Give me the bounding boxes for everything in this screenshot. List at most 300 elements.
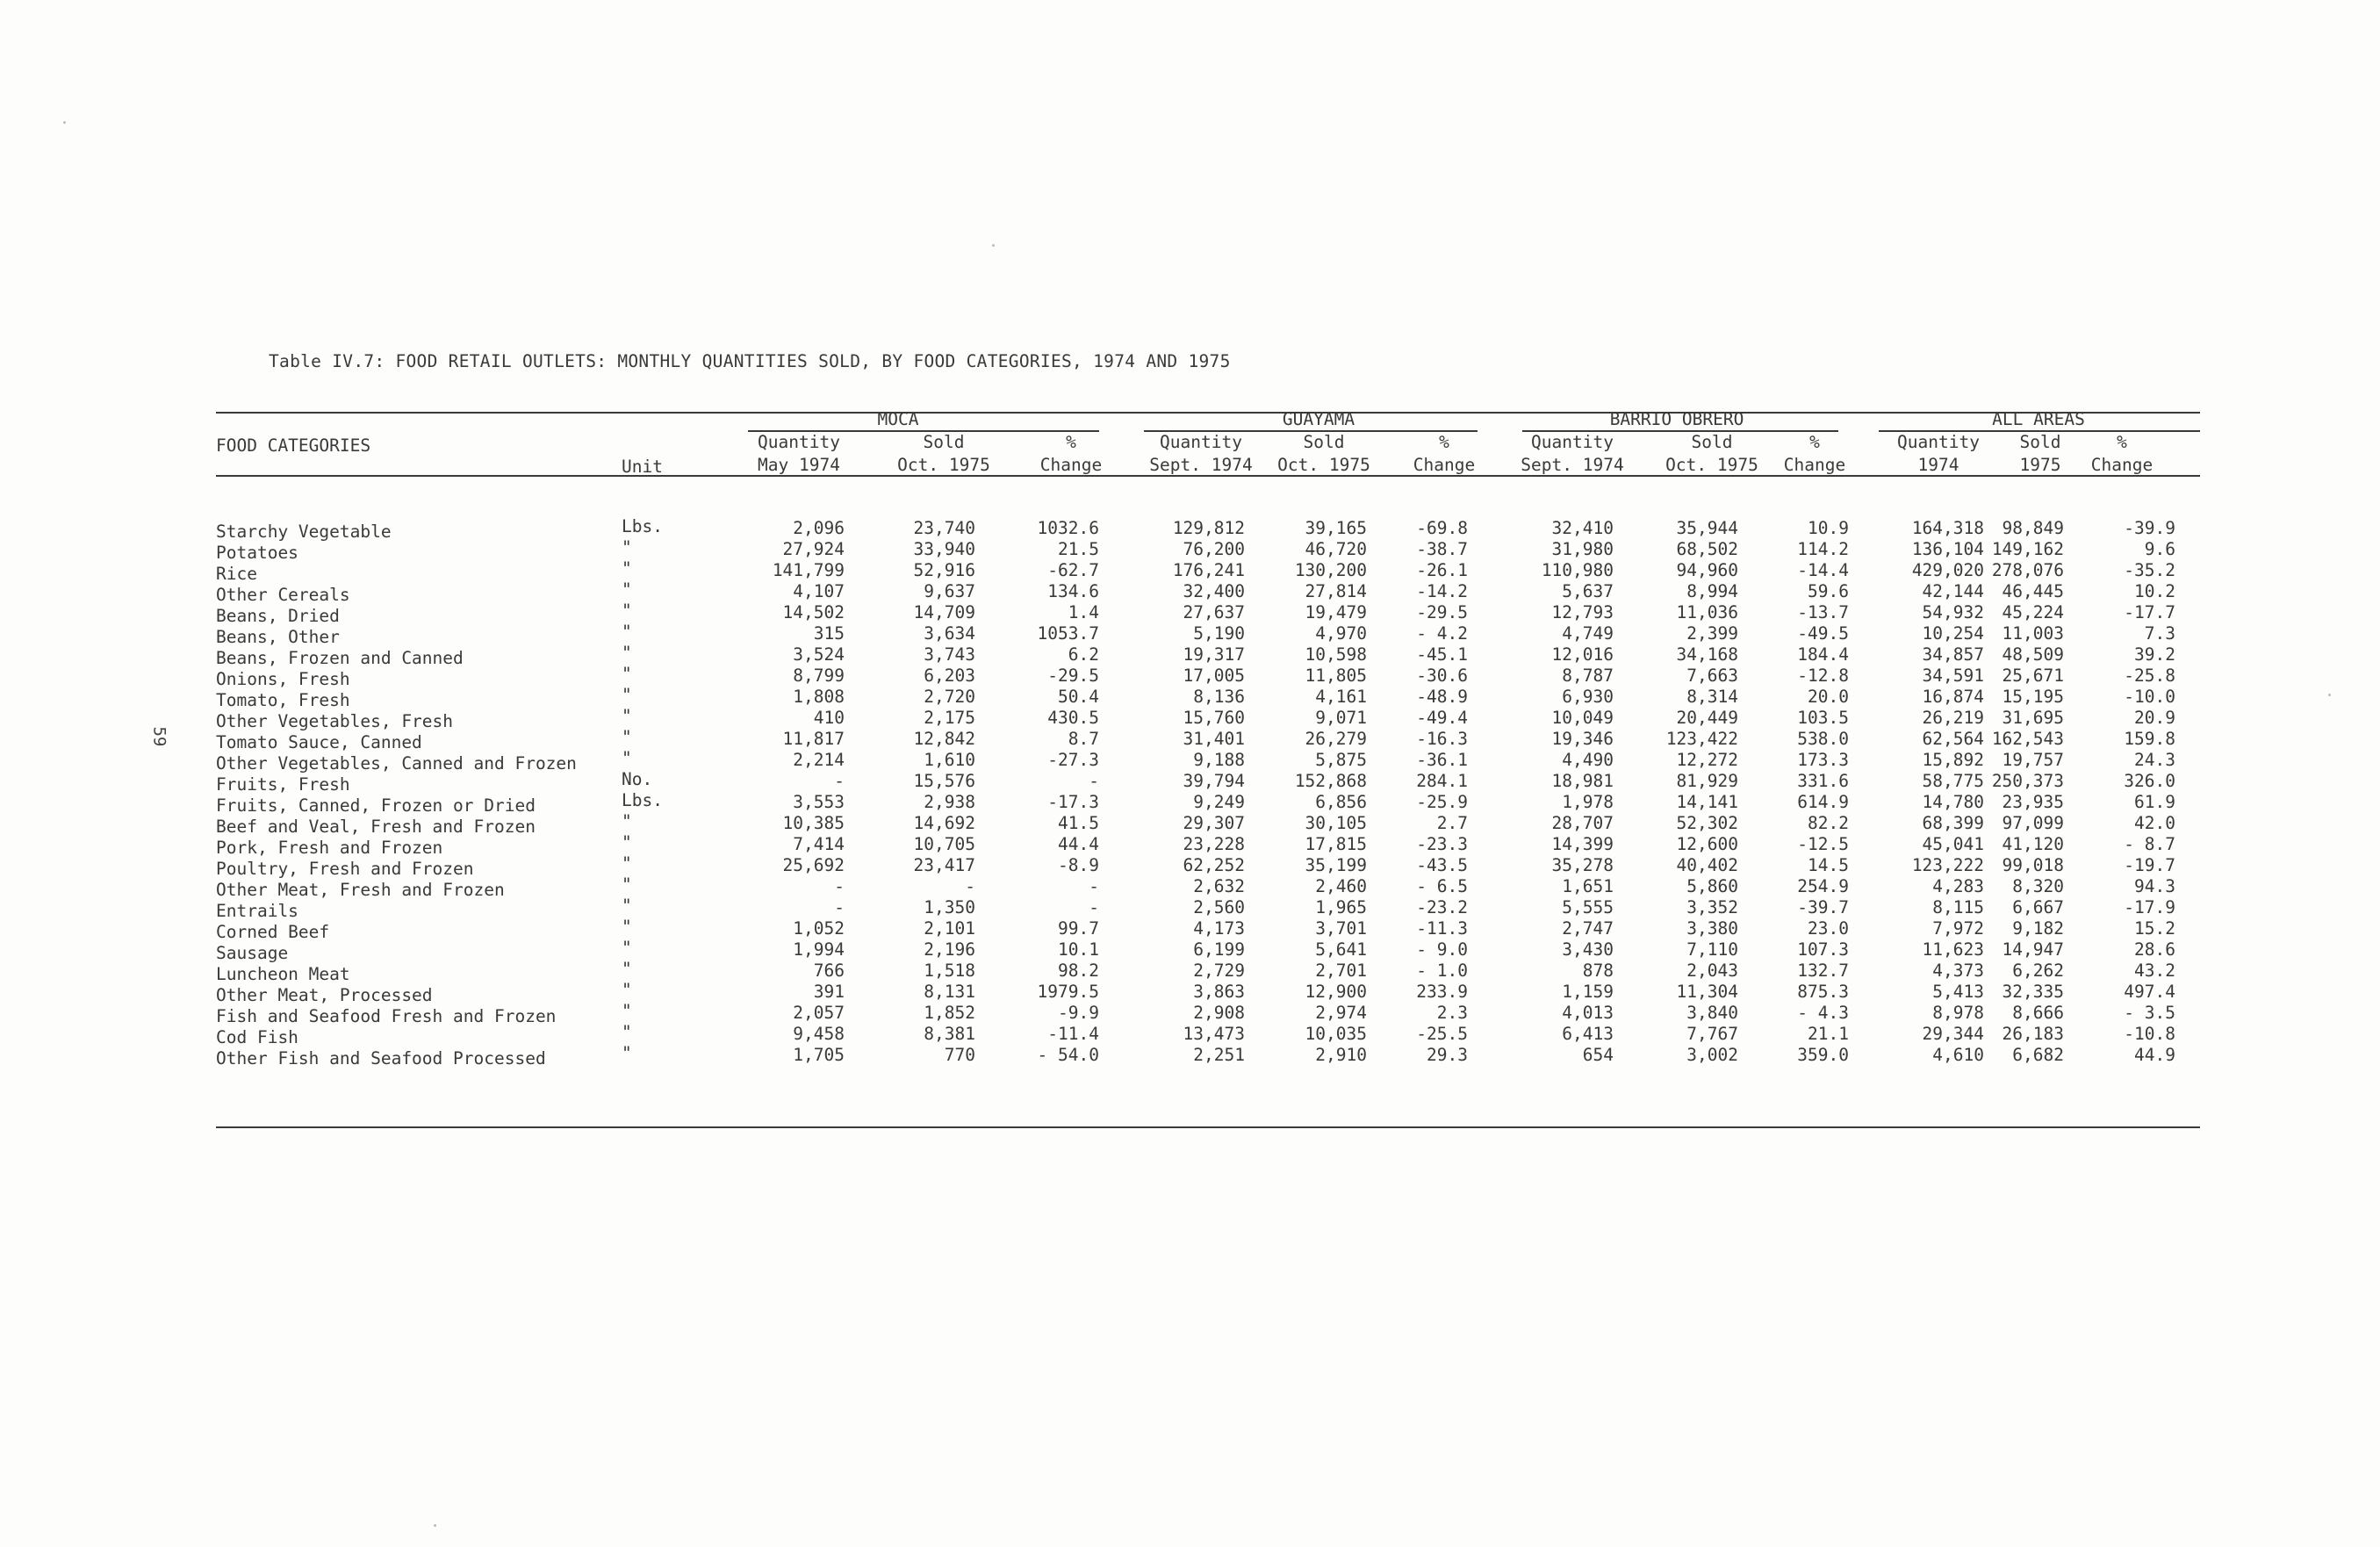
table-cell: 12,016 xyxy=(1551,644,1614,665)
table-cell: 2.3 xyxy=(1436,1003,1468,1023)
table-cell: 45,224 xyxy=(2002,602,2064,622)
table-cell: 4,373 xyxy=(1932,961,1984,981)
table-cell: 6,682 xyxy=(2012,1045,2064,1065)
table-cell: 134.6 xyxy=(1047,581,1099,601)
row-category: Starchy Vegetable xyxy=(216,522,392,542)
table-cell: -35.2 xyxy=(2124,560,2175,580)
column-header-line1: Sold xyxy=(923,432,965,452)
table-cell: 3,863 xyxy=(1193,982,1245,1002)
table-cell: 62,252 xyxy=(1183,855,1245,875)
row-category: Other Fish and Seafood Processed xyxy=(216,1048,546,1069)
table-cell: -26.1 xyxy=(1416,560,1468,580)
table-cell: 4,749 xyxy=(1562,623,1614,644)
table-cell: 1,994 xyxy=(793,939,845,960)
table-cell: 136,104 xyxy=(1911,539,1984,559)
table-cell: 9,071 xyxy=(1315,708,1367,728)
row-category: Other Vegetables, Fresh xyxy=(216,711,454,731)
table-cell: 98.2 xyxy=(1058,961,1099,981)
table-cell: - 1.0 xyxy=(1416,961,1468,981)
table-cell: 8,666 xyxy=(2012,1003,2064,1023)
table-cell: -49.4 xyxy=(1416,708,1468,728)
column-header-line2: 1975 xyxy=(2019,455,2061,475)
table-cell: -14.4 xyxy=(1797,560,1849,580)
table-cell: 8,136 xyxy=(1193,687,1245,707)
table-cell: -48.9 xyxy=(1416,687,1468,707)
table-cell: 184.4 xyxy=(1797,644,1849,665)
table-cell: 4,490 xyxy=(1562,750,1614,770)
table-cell: 94,960 xyxy=(1676,560,1738,580)
table-cell: 39.2 xyxy=(2134,644,2175,665)
row-category: Beef and Veal, Fresh and Frozen xyxy=(216,817,536,837)
table-cell: 24.3 xyxy=(2134,750,2175,770)
row-unit: " xyxy=(622,832,632,853)
table-cell: 29,344 xyxy=(1922,1024,1984,1044)
table-cell: 12,842 xyxy=(913,729,975,749)
row-unit: " xyxy=(622,917,632,937)
table-cell: - 3.5 xyxy=(2124,1003,2175,1023)
table-cell: 2,214 xyxy=(793,750,845,770)
table-cell: 875.3 xyxy=(1797,982,1849,1002)
table-cell: - xyxy=(1089,876,1099,896)
row-unit: " xyxy=(622,685,632,705)
table-cell: 7,110 xyxy=(1686,939,1738,960)
table-cell: 28.6 xyxy=(2134,939,2175,960)
column-header-line1: Quantity xyxy=(1531,432,1614,452)
table-cell: 34,168 xyxy=(1676,644,1738,665)
table-cell: 766 xyxy=(813,961,845,981)
table-cell: 10,705 xyxy=(913,834,975,854)
table-cell: 284.1 xyxy=(1416,771,1468,791)
table-cell: 17,815 xyxy=(1305,834,1367,854)
table-cell: 152,868 xyxy=(1294,771,1367,791)
table-cell: 1,651 xyxy=(1562,876,1614,896)
group-header: MOCA xyxy=(877,409,919,429)
table-cell: 81,929 xyxy=(1676,771,1738,791)
table-cell: 2,910 xyxy=(1315,1045,1367,1065)
table-cell: 254.9 xyxy=(1797,876,1849,896)
table-cell: 35,944 xyxy=(1676,518,1738,538)
table-cell: 2,560 xyxy=(1193,897,1245,917)
row-category: Beans, Other xyxy=(216,627,340,647)
table-cell: 11,304 xyxy=(1676,982,1738,1002)
row-unit: " xyxy=(622,622,632,642)
table-cell: 11,805 xyxy=(1305,666,1367,686)
table-cell: -43.5 xyxy=(1416,855,1468,875)
table-cell: 410 xyxy=(813,708,845,728)
table-cell: 614.9 xyxy=(1797,792,1849,812)
row-unit: " xyxy=(622,1001,632,1021)
table-cell: 99,018 xyxy=(2002,855,2064,875)
table-cell: 18,981 xyxy=(1551,771,1614,791)
table-cell: 129,812 xyxy=(1172,518,1245,538)
table-cell: 31,980 xyxy=(1551,539,1614,559)
table-cell: 5,637 xyxy=(1562,581,1614,601)
table-cell: 34,591 xyxy=(1922,666,1984,686)
row-category: Other Meat, Processed xyxy=(216,985,433,1005)
column-header-line2: Change xyxy=(1039,455,1103,475)
table-cell: 2,399 xyxy=(1686,623,1738,644)
table-cell: 50.4 xyxy=(1058,687,1099,707)
table-cell: 10,049 xyxy=(1551,708,1614,728)
table-cell: 5,555 xyxy=(1562,897,1614,917)
table-cell: 1.4 xyxy=(1068,602,1099,622)
column-header-line1: % xyxy=(2117,432,2127,452)
table-cell: 68,502 xyxy=(1676,539,1738,559)
column-header-line2: Oct. 1975 xyxy=(897,455,990,475)
table-cell: 14,780 xyxy=(1922,792,1984,812)
table-cell: 141,799 xyxy=(772,560,845,580)
row-category: Poultry, Fresh and Frozen xyxy=(216,859,474,879)
table-cell: -13.7 xyxy=(1797,602,1849,622)
table-cell: 2,974 xyxy=(1315,1003,1367,1023)
table-cell: -49.5 xyxy=(1797,623,1849,644)
table-cell: -17.9 xyxy=(2124,897,2175,917)
table-cell: 41,120 xyxy=(2002,834,2064,854)
table-cell: 1,852 xyxy=(924,1003,975,1023)
table-cell: 7,414 xyxy=(793,834,845,854)
table-cell: 48,509 xyxy=(2002,644,2064,665)
table-cell: 110,980 xyxy=(1541,560,1614,580)
table-cell: - 8.7 xyxy=(2124,834,2175,854)
table-cell: - 4.3 xyxy=(1797,1003,1849,1023)
column-header-line2: Sept. 1974 xyxy=(1149,455,1253,475)
column-header-line2: Oct. 1975 xyxy=(1277,455,1370,475)
table-cell: 46,445 xyxy=(2002,581,2064,601)
table-cell: -14.2 xyxy=(1416,581,1468,601)
table-cell: 9,249 xyxy=(1193,792,1245,812)
table-cell: 6,856 xyxy=(1315,792,1367,812)
row-unit: " xyxy=(622,537,632,558)
column-header-line1: Quantity xyxy=(1897,432,1980,452)
table-cell: 23,417 xyxy=(913,855,975,875)
table-cell: 2,729 xyxy=(1193,961,1245,981)
table-cell: 4,610 xyxy=(1932,1045,1984,1065)
row-unit: " xyxy=(622,811,632,831)
table-cell: 14.5 xyxy=(1808,855,1849,875)
row-category: Fish and Seafood Fresh and Frozen xyxy=(216,1006,557,1026)
table-cell: 15,760 xyxy=(1183,708,1245,728)
table-cell: 54,932 xyxy=(1922,602,1984,622)
table-cell: -25.9 xyxy=(1416,792,1468,812)
row-unit: Lbs. xyxy=(622,516,663,536)
column-header-line1: % xyxy=(1066,432,1076,452)
row-category: Tomato, Fresh xyxy=(216,690,350,710)
table-cell: 8,381 xyxy=(924,1024,975,1044)
table-cell: - 9.0 xyxy=(1416,939,1468,960)
table-cell: -19.7 xyxy=(2124,855,2175,875)
table-cell: 3,553 xyxy=(793,792,845,812)
table-cell: 31,695 xyxy=(2002,708,2064,728)
table-cell: 10.1 xyxy=(1058,939,1099,960)
table-cell: 76,200 xyxy=(1183,539,1245,559)
table-cell: 10,385 xyxy=(782,813,845,833)
table-cell: 10,598 xyxy=(1305,644,1367,665)
table-cell: 430.5 xyxy=(1047,708,1099,728)
group-header: BARRIO OBRERO xyxy=(1609,409,1744,429)
table-cell: 20.9 xyxy=(2134,708,2175,728)
table-cell: 123,222 xyxy=(1911,855,1984,875)
table-cell: -25.5 xyxy=(1416,1024,1468,1044)
table-cell: 14,709 xyxy=(913,602,975,622)
table-cell: 2,747 xyxy=(1562,918,1614,939)
row-unit: " xyxy=(622,1043,632,1063)
table-cell: 33,940 xyxy=(913,539,975,559)
table-cell: -39.7 xyxy=(1797,897,1849,917)
table-cell: 2,701 xyxy=(1315,961,1367,981)
table-cell: 9,458 xyxy=(793,1024,845,1044)
table-cell: - 6.5 xyxy=(1416,876,1468,896)
table-cell: -23.3 xyxy=(1416,834,1468,854)
row-category: Potatoes xyxy=(216,543,298,563)
table-cell: 164,318 xyxy=(1911,518,1984,538)
table-cell: 2,101 xyxy=(924,918,975,939)
table-cell: 173.3 xyxy=(1797,750,1849,770)
table-cell: 1,518 xyxy=(924,961,975,981)
table-cell: 497.4 xyxy=(2124,982,2175,1002)
table-cell: 11,817 xyxy=(782,729,845,749)
table-cell: - xyxy=(834,897,845,917)
table-cell: 4,970 xyxy=(1315,623,1367,644)
table-cell: 35,278 xyxy=(1551,855,1614,875)
row-unit: " xyxy=(622,643,632,663)
row-unit: " xyxy=(622,874,632,895)
table-cell: 25,671 xyxy=(2002,666,2064,686)
table-cell: 15.2 xyxy=(2134,918,2175,939)
table-cell: - xyxy=(1089,897,1099,917)
table-cell: 278,076 xyxy=(1991,560,2064,580)
table-cell: 2,196 xyxy=(924,939,975,960)
row-category: Beans, Frozen and Canned xyxy=(216,648,464,668)
row-unit: " xyxy=(622,980,632,1000)
table-cell: 331.6 xyxy=(1797,771,1849,791)
table-cell: 3,380 xyxy=(1686,918,1738,939)
table-cell: 10,254 xyxy=(1922,623,1984,644)
column-header-line1: Sold xyxy=(2019,432,2061,452)
row-unit: Lbs. xyxy=(622,790,663,810)
table-cell: 2,096 xyxy=(793,518,845,538)
page-number: 59 xyxy=(149,726,169,747)
table-cell: 1,705 xyxy=(793,1045,845,1065)
table-cell: - 4.2 xyxy=(1416,623,1468,644)
table-cell: -25.8 xyxy=(2124,666,2175,686)
table-cell: 34,857 xyxy=(1922,644,1984,665)
scan-speck xyxy=(63,121,66,124)
table-cell: 2,460 xyxy=(1315,876,1367,896)
row-unit: No. xyxy=(622,769,653,789)
table-cell: 9,182 xyxy=(2012,918,2064,939)
table-cell: 159.8 xyxy=(2124,729,2175,749)
column-header-line2: Sept. 1974 xyxy=(1521,455,1624,475)
table-cell: -16.3 xyxy=(1416,729,1468,749)
column-header-line1: % xyxy=(1809,432,1820,452)
table-cell: 2,057 xyxy=(793,1003,845,1023)
column-header-unit: Unit xyxy=(622,457,663,477)
table-cell: 359.0 xyxy=(1797,1045,1849,1065)
table-cell: -36.1 xyxy=(1416,750,1468,770)
table-cell: 23,740 xyxy=(913,518,975,538)
table-cell: 9.6 xyxy=(2144,539,2175,559)
column-header-line1: Quantity xyxy=(1160,432,1242,452)
table-cell: 13,473 xyxy=(1183,1024,1245,1044)
table-cell: - xyxy=(1089,771,1099,791)
row-category: Corned Beef xyxy=(216,922,330,942)
table-cell: 23.0 xyxy=(1808,918,1849,939)
table-cell: 8,115 xyxy=(1932,897,1984,917)
column-header-line1: Sold xyxy=(1691,432,1733,452)
table-cell: 35,199 xyxy=(1305,855,1367,875)
table-cell: 770 xyxy=(944,1045,975,1065)
table-cell: -45.1 xyxy=(1416,644,1468,665)
table-cell: 19,757 xyxy=(2002,750,2064,770)
table-cell: 4,173 xyxy=(1193,918,1245,939)
table-cell: -23.2 xyxy=(1416,897,1468,917)
table-cell: 61.9 xyxy=(2134,792,2175,812)
table-cell: 15,195 xyxy=(2002,687,2064,707)
table-cell: 59.6 xyxy=(1808,581,1849,601)
row-unit: " xyxy=(622,853,632,874)
table-cell: 62,564 xyxy=(1922,729,1984,749)
table-cell: -69.8 xyxy=(1416,518,1468,538)
table-cell: -17.7 xyxy=(2124,602,2175,622)
table-cell: 5,190 xyxy=(1193,623,1245,644)
row-unit: " xyxy=(622,558,632,579)
table-cell: 429,020 xyxy=(1911,560,1984,580)
table-cell: 654 xyxy=(1582,1045,1614,1065)
table-cell: -9.9 xyxy=(1058,1003,1099,1023)
table-cell: 42,144 xyxy=(1922,581,1984,601)
table-cell: 11,003 xyxy=(2002,623,2064,644)
table-cell: 27,924 xyxy=(782,539,845,559)
table-cell: 538.0 xyxy=(1797,729,1849,749)
row-unit: " xyxy=(622,938,632,958)
table-cell: 41.5 xyxy=(1058,813,1099,833)
table-cell: 15,892 xyxy=(1922,750,1984,770)
table-cell: -39.9 xyxy=(2124,518,2175,538)
table-cell: 10.2 xyxy=(2134,581,2175,601)
table-cell: 21.5 xyxy=(1058,539,1099,559)
table-cell: 14,947 xyxy=(2002,939,2064,960)
column-header-line1: Quantity xyxy=(758,432,840,452)
table-cell: 7,972 xyxy=(1932,918,1984,939)
row-category: Tomato Sauce, Canned xyxy=(216,732,422,752)
table-cell: 45,041 xyxy=(1922,834,1984,854)
table-cell: 1032.6 xyxy=(1037,518,1099,538)
table-cell: 8,799 xyxy=(793,666,845,686)
table-cell: -29.5 xyxy=(1047,666,1099,686)
table-cell: 6,667 xyxy=(2012,897,2064,917)
column-header-line2: Change xyxy=(1413,455,1476,475)
table-cell: - xyxy=(834,876,845,896)
table-cell: 2,908 xyxy=(1193,1003,1245,1023)
table-cell: -29.5 xyxy=(1416,602,1468,622)
row-category: Sausage xyxy=(216,943,289,963)
bottom-rule xyxy=(216,1126,2200,1128)
table-cell: 6,262 xyxy=(2012,961,2064,981)
table-cell: -12.8 xyxy=(1797,666,1849,686)
table-cell: 23,935 xyxy=(2002,792,2064,812)
row-unit: " xyxy=(622,601,632,621)
row-category: Entrails xyxy=(216,901,298,921)
group-header: GUAYAMA xyxy=(1282,409,1355,429)
table-cell: 6.2 xyxy=(1068,644,1099,665)
table-cell: 97,099 xyxy=(2002,813,2064,833)
table-cell: 29,307 xyxy=(1183,813,1245,833)
table-cell: 16,874 xyxy=(1922,687,1984,707)
table-cell: 5,875 xyxy=(1315,750,1367,770)
table-cell: -12.5 xyxy=(1797,834,1849,854)
column-header-line2: Change xyxy=(2090,455,2154,475)
table-cell: 878 xyxy=(1582,961,1614,981)
table-cell: -11.3 xyxy=(1416,918,1468,939)
table-cell: 8,320 xyxy=(2012,876,2064,896)
table-cell: -27.3 xyxy=(1047,750,1099,770)
table-cell: 19,317 xyxy=(1183,644,1245,665)
table-cell: 12,793 xyxy=(1551,602,1614,622)
table-cell: 26,279 xyxy=(1305,729,1367,749)
table-cell: 39,165 xyxy=(1305,518,1367,538)
table-cell: 26,219 xyxy=(1922,708,1984,728)
table-cell: 1,808 xyxy=(793,687,845,707)
row-category: Other Vegetables, Canned and Frozen xyxy=(216,753,577,774)
group-header: ALL AREAS xyxy=(1992,409,2085,429)
table-cell: 58,775 xyxy=(1922,771,1984,791)
column-header-line2: May 1974 xyxy=(758,455,840,475)
table-cell: 12,900 xyxy=(1305,982,1367,1002)
table-cell: 2,043 xyxy=(1686,961,1738,981)
table-cell: 3,524 xyxy=(793,644,845,665)
table-cell: 8,994 xyxy=(1686,581,1738,601)
table-cell: 31,401 xyxy=(1183,729,1245,749)
table-cell: 14,692 xyxy=(913,813,975,833)
table-cell: 27,814 xyxy=(1305,581,1367,601)
table-cell: 98,849 xyxy=(2002,518,2064,538)
table-cell: 32,410 xyxy=(1551,518,1614,538)
table-cell: 2,251 xyxy=(1193,1045,1245,1065)
table-cell: 3,352 xyxy=(1686,897,1738,917)
table-cell: 2,632 xyxy=(1193,876,1245,896)
row-unit: " xyxy=(622,727,632,747)
table-cell: 19,346 xyxy=(1551,729,1614,749)
row-unit: " xyxy=(622,959,632,979)
row-category: Other Cereals xyxy=(216,585,350,605)
column-header-line2: Change xyxy=(1783,455,1846,475)
table-cell: 1053.7 xyxy=(1037,623,1099,644)
table-cell: -10.0 xyxy=(2124,687,2175,707)
table-cell: 20.0 xyxy=(1808,687,1849,707)
row-category: Cod Fish xyxy=(216,1027,298,1047)
table-cell: 26,183 xyxy=(2002,1024,2064,1044)
table-cell: 2,938 xyxy=(924,792,975,812)
table-cell: - xyxy=(834,771,845,791)
table-cell: 43.2 xyxy=(2134,961,2175,981)
table-cell: 8,314 xyxy=(1686,687,1738,707)
row-unit: " xyxy=(622,706,632,726)
table-cell: 233.9 xyxy=(1416,982,1468,1002)
table-cell: 7,767 xyxy=(1686,1024,1738,1044)
row-unit: " xyxy=(622,579,632,600)
table-cell: 6,930 xyxy=(1562,687,1614,707)
table-cell: 14,399 xyxy=(1551,834,1614,854)
table-cell: 23,228 xyxy=(1183,834,1245,854)
table-cell: 132.7 xyxy=(1797,961,1849,981)
table-cell: 8,131 xyxy=(924,982,975,1002)
table-cell: 1,052 xyxy=(793,918,845,939)
table-cell: 7.3 xyxy=(2144,623,2175,644)
table-cell: 1,350 xyxy=(924,897,975,917)
table-cell: -11.4 xyxy=(1047,1024,1099,1044)
table-cell: 2,720 xyxy=(924,687,975,707)
table-cell: 52,302 xyxy=(1676,813,1738,833)
